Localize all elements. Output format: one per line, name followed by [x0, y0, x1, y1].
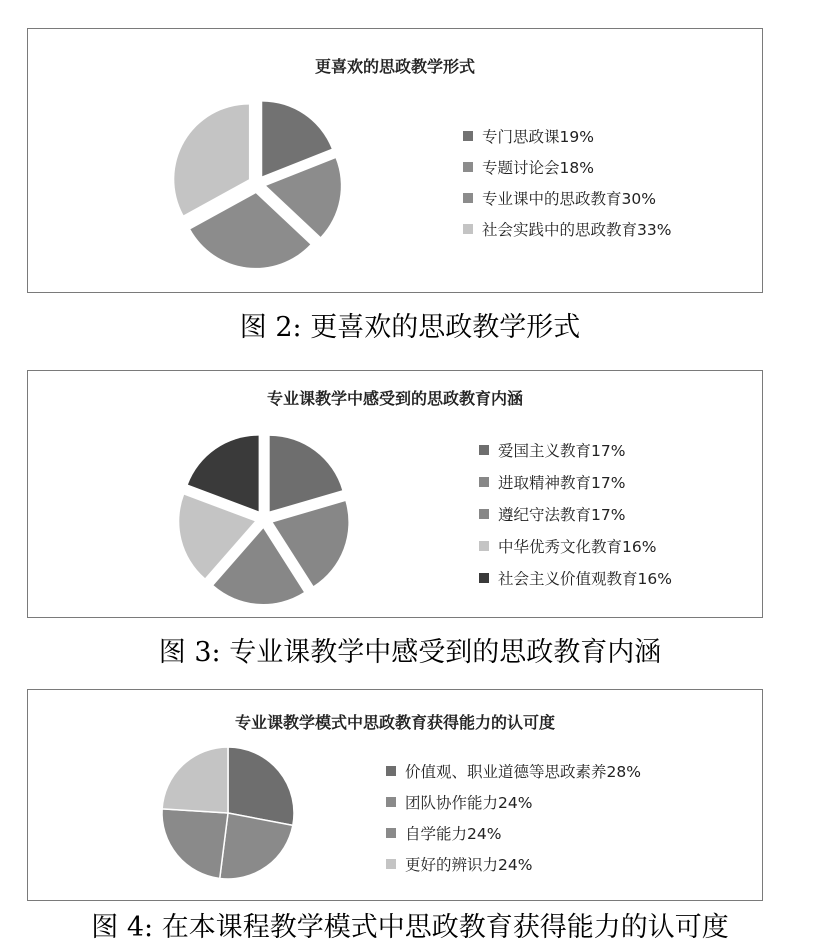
chart-legend — [463, 120, 671, 244]
legend-item — [386, 755, 641, 786]
chart-title: 专业课教学中感受到的思政教育内涵 — [266, 389, 523, 408]
legend-item — [463, 120, 671, 151]
legend-item — [386, 817, 641, 848]
legend-label: 遵纪守法教育17% — [498, 506, 626, 524]
legend-swatch — [479, 541, 489, 551]
pie-slice — [220, 813, 293, 879]
legend-item — [386, 848, 641, 879]
legend-swatch — [463, 131, 473, 141]
figure-caption: 图 2: 更喜欢的思政教学形式 — [239, 312, 581, 343]
legend-label: 专门思政课19% — [482, 127, 594, 146]
legend-item — [386, 786, 641, 817]
pie-chart — [161, 746, 295, 880]
chart-legend — [479, 434, 672, 594]
legend-swatch — [463, 224, 473, 234]
legend-swatch — [463, 162, 473, 172]
legend-swatch — [463, 193, 473, 203]
pie-slice — [162, 809, 228, 879]
chart-panel-2 — [27, 370, 763, 618]
chart-legend — [386, 755, 641, 879]
legend-swatch — [479, 477, 489, 487]
legend-label: 专题讨论会18% — [482, 158, 594, 177]
legend-swatch — [386, 766, 396, 776]
legend-item — [463, 213, 671, 244]
legend-swatch — [479, 573, 489, 583]
legend-label: 爱国主义教育17% — [498, 442, 626, 460]
pie-chart — [172, 99, 342, 269]
legend-label: 社会实践中的思政教育33% — [482, 220, 672, 239]
legend-swatch — [479, 509, 489, 519]
chart-title: 专业课教学模式中思政教育获得能力的认可度 — [234, 713, 555, 732]
pie-chart — [178, 433, 350, 605]
legend-item — [479, 466, 672, 498]
legend-swatch — [386, 797, 396, 807]
legend-label: 自学能力24% — [405, 824, 502, 843]
legend-label: 进取精神教育17% — [498, 474, 626, 492]
pie-slice — [174, 105, 249, 216]
legend-label: 更好的辨识力24% — [405, 855, 533, 874]
pie-slice — [162, 747, 228, 813]
legend-label: 社会主义价值观教育16% — [498, 570, 672, 588]
legend-label: 中华优秀文化教育16% — [498, 538, 657, 556]
legend-item — [479, 530, 672, 562]
legend-item — [479, 498, 672, 530]
pie-slice — [228, 747, 294, 825]
chart-panel-3 — [27, 689, 763, 901]
chart-panel-1 — [27, 28, 763, 293]
pie-slice — [188, 436, 259, 512]
pie-slice — [270, 436, 343, 512]
legend-swatch — [386, 859, 396, 869]
legend-label: 专业课中的思政教育30% — [482, 189, 656, 208]
legend-label: 团队协作能力24% — [405, 793, 533, 812]
legend-swatch — [479, 445, 489, 455]
legend-item — [463, 182, 671, 213]
legend-swatch — [386, 828, 396, 838]
legend-item — [463, 151, 671, 182]
figure-caption: 图 3: 专业课教学中感受到的思政教育内涵 — [158, 637, 662, 668]
legend-item — [479, 562, 672, 594]
legend-item — [479, 434, 672, 466]
legend-label: 价值观、职业道德等思政素养28% — [405, 762, 641, 781]
figure-caption: 图 4: 在本课程教学模式中思政教育获得能力的认可度 — [91, 912, 729, 943]
chart-title: 更喜欢的思政教学形式 — [314, 57, 475, 76]
